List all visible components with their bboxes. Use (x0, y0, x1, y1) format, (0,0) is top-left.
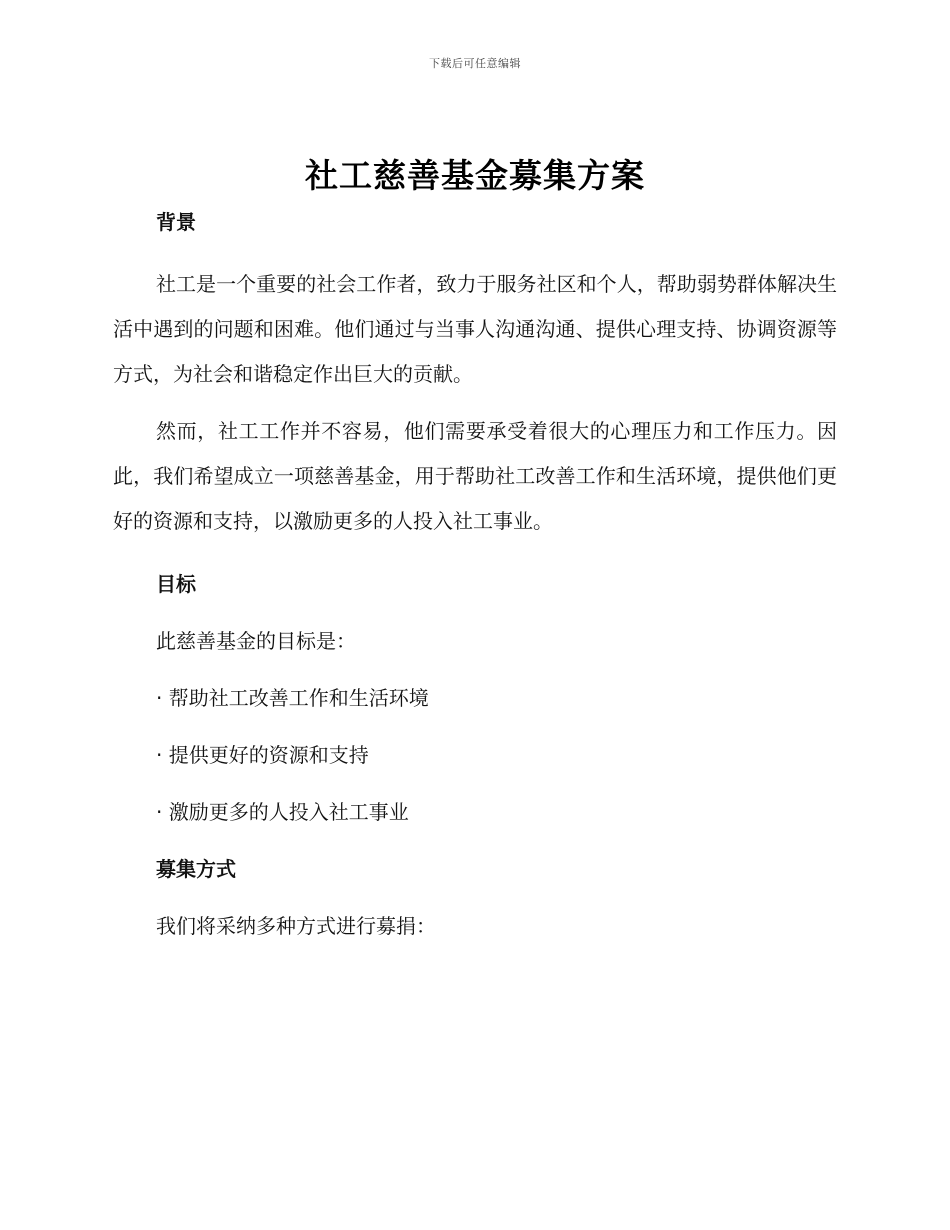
methods-intro: 我们将采纳多种方式进行募捐： (156, 914, 436, 938)
background-paragraph-2: 然而，社工工作并不容易，他们需要承受着很大的心理压力和工作压力。因此，我们希望成立一项慈善基金，用于帮助社工改善工作和生活环境，提供他们更好的资源和支持，以激励更多的人投入社工事业。 (113, 419, 837, 533)
document-title: 社工慈善基金募集方案 (305, 156, 645, 195)
goal-item-2: · 提供更好的资源和支持 (156, 743, 369, 767)
section-heading-methods: 募集方式 (156, 857, 236, 881)
document-body (113, 205, 837, 943)
header-note: 下载后可任意编辑 (429, 57, 521, 70)
section-heading-background: 背景 (156, 210, 196, 234)
section-heading-goals: 目标 (156, 572, 196, 596)
goal-item-3: · 激励更多的人投入社工事业 (156, 800, 409, 824)
goals-intro: 此慈善基金的目标是： (156, 629, 356, 653)
background-paragraph-1: 社工是一个重要的社会工作者，致力于服务社区和个人，帮助弱势群体解决生活中遇到的问题和困难。他们通过与当事人沟通沟通、提供心理支持、协调资源等方式，为社会和谐稳定作出巨大的贡献。 (113, 272, 837, 386)
goal-item-1: · 帮助社工改善工作和生活环境 (156, 686, 429, 710)
